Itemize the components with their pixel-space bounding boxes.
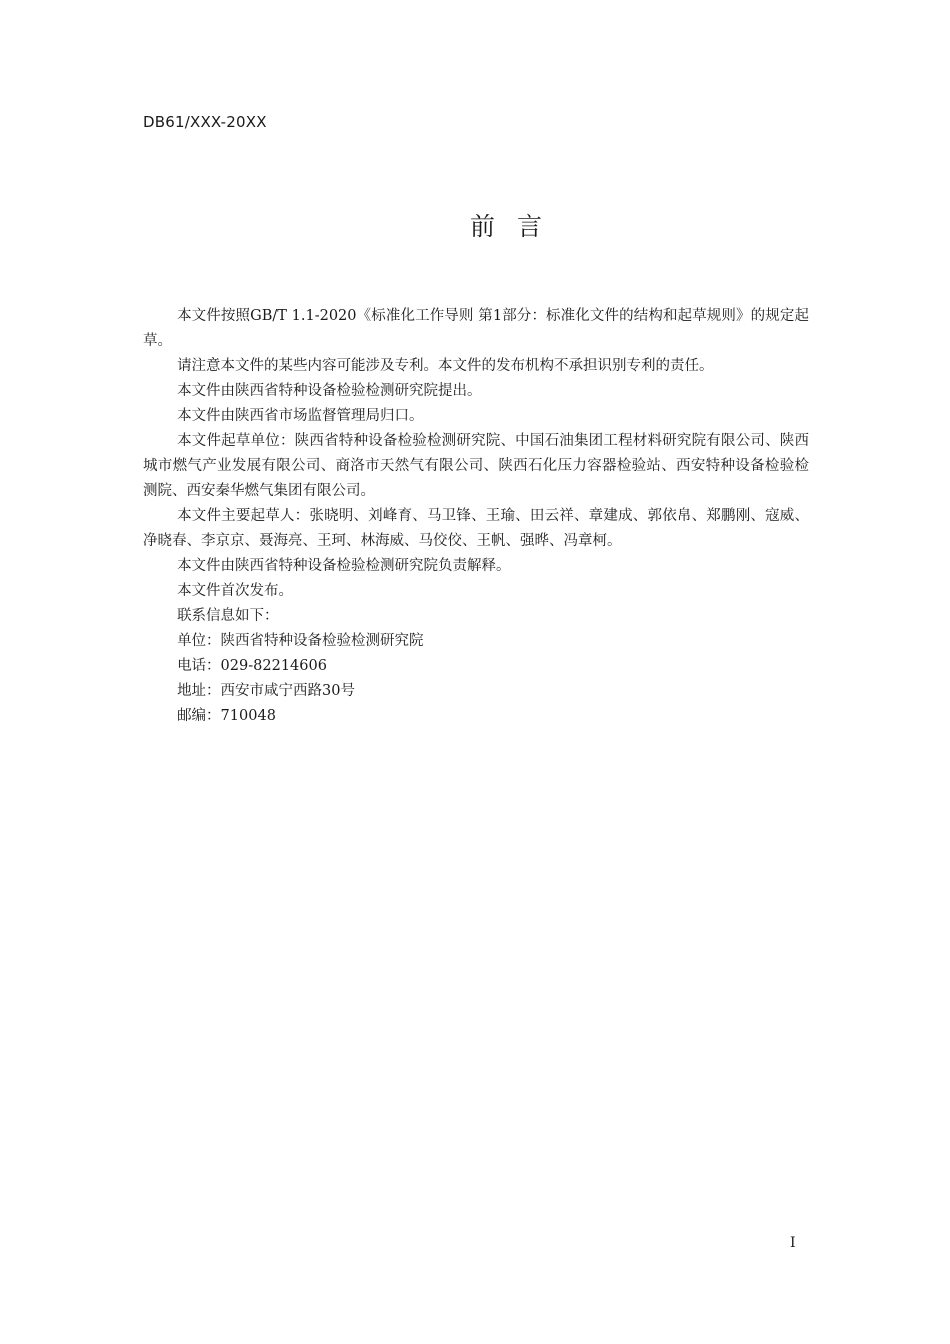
contact-postcode: 邮编：710048 <box>177 708 276 724</box>
paragraph-interpretation: 本文件由陕西省特种设备检验检测研究院负责解释。 <box>177 558 511 574</box>
paragraph-administrator: 本文件由陕西省市场监督管理局归口。 <box>177 408 424 424</box>
paragraph-drafting-units: 本文件起草单位：陕西省特种设备检验检测研究院、中国石油集团工程材料研究院有限公司、陕西城市燃气产业发展有限公司、商洛市天然气有限公司、陕西石化压力容器检验站、西安特种设备检验检测院、西安秦华燃气集团有限公司。 <box>143 433 809 499</box>
paragraph-patent-notice: 请注意本文件的某些内容可能涉及专利。本文件的发布机构不承担识别专利的责任。 <box>177 358 714 374</box>
page-title: 前言 <box>469 212 564 241</box>
paragraph-first-release: 本文件首次发布。 <box>177 583 294 599</box>
document-code: DB61/XXX-20XX <box>143 113 267 131</box>
paragraph-proposer: 本文件由陕西省特种设备检验检测研究院提出。 <box>177 383 482 399</box>
paragraph-drafters: 本文件主要起草人：张晓明、刘峰育、马卫锋、王瑜、田云祥、章建成、郭依帛、郑鹏刚、寇威、净晓春、李京京、聂海亮、王珂、林海威、马佼佼、王帆、强晔、冯章柯。 <box>143 508 809 549</box>
paragraph-contact-intro: 联系信息如下： <box>177 608 279 624</box>
foreword-body <box>143 304 809 729</box>
paragraph-drafting-rules: 本文件按照GB/T 1.1-2020《标准化工作导则 第1部分：标准化文件的结构和起草规则》的规定起草。 <box>143 308 809 349</box>
contact-phone: 电话：029-82214606 <box>177 658 327 674</box>
contact-address: 地址：西安市咸宁西路30号 <box>177 683 356 699</box>
contact-unit: 单位：陕西省特种设备检验检测研究院 <box>177 633 424 649</box>
page-number: I <box>790 1235 796 1251</box>
